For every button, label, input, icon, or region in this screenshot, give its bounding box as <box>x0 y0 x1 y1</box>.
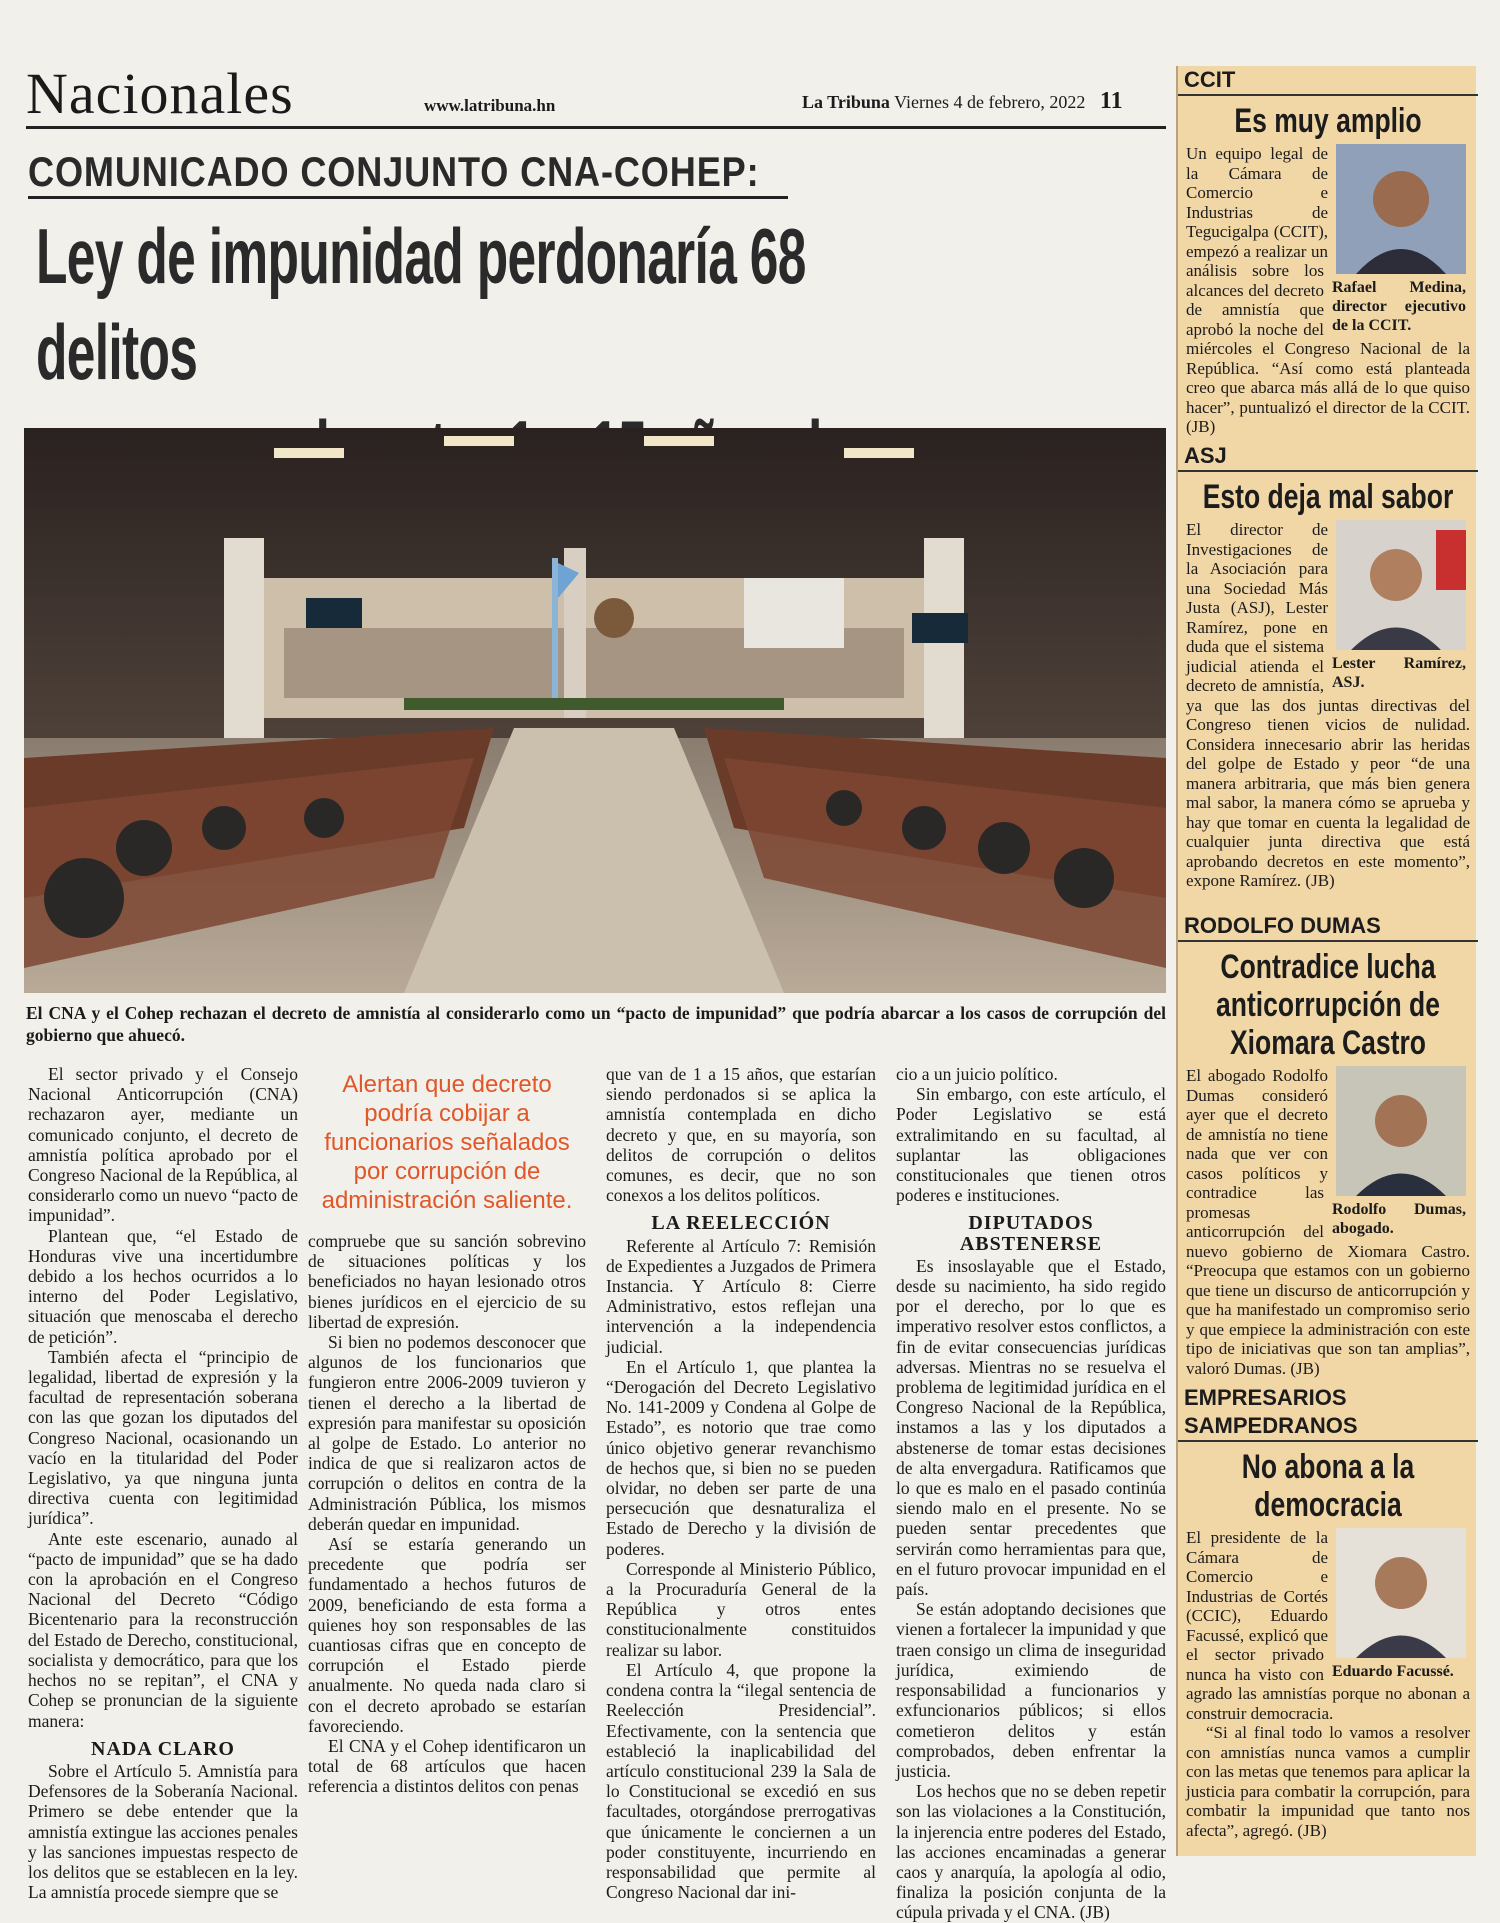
portrait-photo <box>1336 520 1466 650</box>
sidebar-label: ASJ <box>1178 442 1478 472</box>
section-name: Nacionales <box>26 61 294 126</box>
portrait-photo <box>1336 1528 1466 1658</box>
photo-caption: Lester Ramírez, ASJ. <box>1332 655 1466 691</box>
paragraph: Los hechos que no se deben repetir son las violaciones a la Constitución, la injerencia entre poderes del Estado, las acciones encaminadas a generar caos y anarquía, la apología al odio, finaliza la posición conjunta de la cúpula privada y el CNA. (JB) <box>896 1781 1166 1923</box>
person-portrait-icon <box>1336 1066 1466 1196</box>
kicker-rule <box>28 196 788 199</box>
person-portrait-icon <box>1336 520 1466 650</box>
sidebar-label: RODOLFO DUMAS <box>1178 912 1478 942</box>
paragraph: Plantean que, “el Estado de Honduras vive una incertidumbre debido a los hechos ocurridos a lo interno del Poder Legislativo, situación que menoscaba el derecho de petición”. <box>28 1225 298 1347</box>
headline-line-1: Ley de impunidad perdonaría 68 delitos <box>36 212 806 396</box>
masthead <box>802 88 1123 115</box>
sidebar <box>1176 66 1476 1856</box>
paragraph: Así se estaría generando un precedente que podría ser fundamentado a hechos futuros de 2009, beneficiando de esta forma a quienes hoy son responsables de las cuantiosas cifras que en concepto de corrupción el Estado pierde anualmente. No queda nada claro si con el decreto aprobado se estarían favoreciendo. <box>308 1534 586 1736</box>
sidebar-text: El abogado Rodolfo Dumas consideró ayer que el decreto de amnistía no tiene nada que ver con casos políticos y contradice las promesas anticorrupción del nuevo gobierno de Xiomara Castro. “Preocupa que estamos con un gobierno que tiene un discurso de anticorrupción y que ha manifestado un compromiso serio y que empiece la administración con este tipo de iniciativas que son tan amplias”, valoró Dumas. (JB) <box>1186 1066 1470 1378</box>
paragraph: El sector privado y el Consejo Nacional Anticorrupción (CNA) rechazaron ayer, mediante un comunicado conjunto, el decreto de amnistía política aprobado por el Congreso Nacional de la República, al considerarlo como un nuevo “pacto de impunidad”. <box>28 1064 298 1226</box>
photo-caption: Rafael Medina, director ejecutivo de la CCIT. <box>1332 279 1466 334</box>
paragraph: Ante este escenario, aunado al “pacto de impunidad” que se ha dado con la aprobación en el Congreso Nacional del Decreto “Código Bicentenario para la reconstrucción del Estado de Derecho, constitucional, socialista y democrático, para que los hechos no se repitan”, el CNA y Cohep se pronuncian de la siguiente manera: <box>28 1528 298 1731</box>
paragraph: Es insoslayable que el Estado, desde su nacimiento, ha sido regido por el derecho, por lo que es imperativo resolver estos conflictos, a fin de evitar consecuencias jurídicas adversas. Mientras no se resuelva el problema de legitimidad jurídica en el Congreso Nacional de la República, instamos a las y los diputados a abstenerse de tomar estas decisiones de alta envergadura. Ratificamos que lo que es malo en el pasado continúa siendo malo en el presente. No se pueden sentar precedentes que servirán como herramientas para que, en el futuro provocar impunidad en el país. <box>896 1255 1166 1600</box>
paragraph: Corresponde al Ministerio Público, a la Procuraduría General de la República y otros entes constitucionalmente constituidos realizar su labor. <box>606 1558 876 1660</box>
paragraph: También afecta el “principio de legalidad, libertad de expresión y la facultad de representación soberana con las que gozan los diputados del Congreso Nacional, ocasionando un vacío en la titularidad del Poder Legislativo, ya que ninguna junta directiva cuenta con legitimidad jurídica”. <box>28 1346 298 1529</box>
photo-caption: Eduardo Facussé. <box>1332 1663 1454 1680</box>
article-column-3 <box>606 1064 876 1902</box>
sidebar-text: El director de Investigaciones de la Asociación para una Sociedad Más Justa (ASJ), Lester Ramírez, pone en duda que el sistema judicial atienda el decreto de amnistía, ya que las dos juntas directivas del Congreso tienen vicios de nulidad. Considera innecesario abrir las heridas del golpe de Estado y peor “de una manera arbitraria, que más bien genera mal sabor, la manera cómo se aprueba y hay que tomar en cuenta la legalidad de cualquier junta directiva que está aprobando decretos en este momento”, expone Ramírez. (JB) <box>1186 520 1470 890</box>
article-column-1 <box>28 1064 298 1902</box>
sidebar-story-ccit <box>1178 66 1478 437</box>
header-rule <box>26 126 1166 129</box>
paragraph: compruebe que su sanción sobrevino de situaciones políticas y los beneficiados no hayan lesionado otros bienes jurídicos en el ejercicio de su libertad de expresión. <box>308 1231 586 1332</box>
person-portrait-icon <box>1336 144 1466 274</box>
paragraph: cio a un juicio político. <box>896 1064 1058 1084</box>
subhead-nada-claro: NADA CLARO <box>91 1737 235 1760</box>
sidebar-text: “Si al final todo lo vamos a resolver con amnistías nunca vamos a cumplir con las metas que tenemos para aplicar la justicia para combatir la corrupción, para combatir la impunidad que tanto nos afecta”, agregó. (JB) <box>1186 1723 1470 1840</box>
sidebar-title: Esto deja mal sabor <box>1202 478 1454 516</box>
sidebar-title: Contradice lucha anticorrupción de Xiomara Castro <box>1216 948 1440 1062</box>
paragraph: Sobre el Artículo 5. Amnistía para Defensores de la Soberanía Nacional. Primero se debe entender que la amnistía extingue las acciones penales y las sanciones impuestas respecto de los delitos que se establecen en la ley. La amnistía procede siempre que se <box>28 1760 298 1903</box>
sidebar-label: CCIT <box>1178 66 1478 96</box>
paragraph: que van de 1 a 15 años, que estarían siendo perdonados si se aplica la amnistía contemplada en dicho decreto y que, en su mayoría, son delitos de corrupción o delitos comunes, es decir, que no son conexos a los delitos políticos. <box>606 1064 876 1206</box>
article-column-2 <box>308 1064 586 1797</box>
portrait-photo <box>1336 144 1466 274</box>
paragraph: El Artículo 4, que propone la condena contra la “ilegal sentencia de Reelección Presidencial”. Efectivamente, con la sentencia que estableció la inaplicabilidad del artículo constitucional 239 la Sala de lo Constitucional se excedió en sus facultades, otorgándose prerrogativas que únicamente le conciernen a un poder constituyente, incurriendo en responsabilidad que permite al Congreso Nacional dar ini- <box>606 1659 876 1903</box>
page-number: 11 <box>1099 88 1123 114</box>
sidebar-text: Un equipo legal de la Cámara de Comercio e Industrias de Tegucigalpa (CCIT), empezó a realizar un análisis sobre los alcances del decreto de amnistía que aprobó la noche del miércoles el Congreso Nacional de la República. “Así como está planteada creo que abarca más allá de lo que quiso hacer”, puntualizó el director de la CCIT. (JB) <box>1186 144 1470 436</box>
paragraph: Referente al Artículo 7: Remisión de Expedientes a Juzgados de Primera Instancia. Y Artículo 8: Cierre Administrativo, estos reflejan una intervención a la independencia judicial. <box>606 1235 876 1357</box>
sidebar-label: EMPRESARIOS SAMPEDRANOS <box>1178 1384 1478 1442</box>
article-column-4 <box>896 1064 1166 1923</box>
paragraph: Sin embargo, con este artículo, el Poder Legislativo se está extralimitando en su facultad, al suplantar las obligaciones constitucionales que tienen otros poderes e instituciones. <box>896 1084 1166 1206</box>
sidebar-story-dumas <box>1178 912 1478 1378</box>
paragraph: En el Artículo 1, que plantea la “Derogación del Decreto Legislativo No. 141-2009 y Condena al Golpe de Estado”, es notorio que trae como único objetivo generar revanchismo de hechos que, si bien no se pueden olvidar, no deben ser parte de una persecución que desnaturaliza el Estado de Derecho y la división de poderes. <box>606 1356 876 1559</box>
kicker: COMUNICADO CONJUNTO CNA-COHEP: <box>28 148 760 195</box>
paragraph: Se están adoptando decisiones que vienen a fortalecer la impunidad y que traen consigo un clima de inseguridad jurídica, eximiendo de responsabilidad a funcionarios y exfuncionarios públicos; si ellos cometieron delitos y están comprobados, deben enfrentar la justicia. <box>896 1599 1166 1781</box>
paragraph: Si bien no podemos desconocer que algunos de los funcionarios que fungieron entre 2006-2009 tuvieron y tienen el derecho a la libertad de expresión para manifestar su oposición al golpe de Estado. Lo anterior no indica de que si realizaron actos de corrupción o delitos en contra de la Administración Pública, los mismos deberán quedar en impunidad. <box>308 1332 586 1534</box>
sidebar-story-ccic <box>1178 1384 1478 1840</box>
site-url[interactable]: www.latribuna.hn <box>424 96 556 115</box>
pull-quote: Alertan que decreto podría cobijar a funcionarios señalados por corrupción de administración saliente. <box>321 1071 573 1214</box>
sidebar-title: Es muy amplio <box>1234 102 1422 140</box>
subhead-reeleccion: LA REELECCIÓN <box>651 1212 831 1235</box>
sidebar-text: El presidente de la Cámara de Comercio e Industrias de Cortés (CCIC), Eduardo Facussé, explicó que el sector privado nunca ha visto con agrado las amnistías porque no abonan a construir democracia. <box>1186 1528 1470 1723</box>
subhead-diputados: DIPUTADOS ABSTENERSE <box>959 1212 1103 1255</box>
issue-date: Viernes 4 de febrero, 2022 <box>894 92 1086 112</box>
photo-caption: Rodolfo Dumas, abogado. <box>1332 1201 1466 1237</box>
paragraph: El CNA y el Cohep identificaron un total de 68 artículos que hacen referencia a distintos delitos con penas <box>308 1736 586 1797</box>
person-portrait-icon <box>1336 1528 1466 1658</box>
paper-name: La Tribuna <box>802 92 890 112</box>
portrait-photo <box>1336 1066 1466 1196</box>
main-photo <box>24 428 1166 993</box>
photo-caption: El CNA y el Cohep rechazan el decreto de amnistía al considerarlo como un “pacto de impunidad” que podría abarcar a los casos de corrupción del gobierno que ahuecó. <box>26 1003 1166 1045</box>
sidebar-story-asj <box>1178 442 1478 891</box>
sidebar-title: No abona a la democracia <box>1241 1448 1415 1524</box>
congress-chamber-image <box>24 428 1166 993</box>
